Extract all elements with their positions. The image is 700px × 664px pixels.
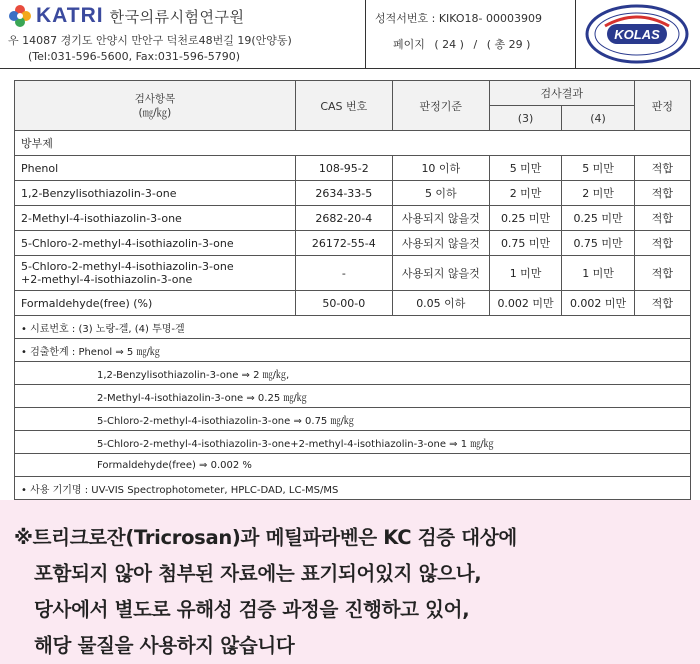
notice-line-2: 포함되지 않아 첨부된 자료에는 표기되어있지 않으나, [34,562,482,585]
cell-item: 5-Chloro-2-methyl-4-isothiazolin-3-one [15,231,296,256]
table-row [15,181,691,206]
cell-cas: 2634-33-5 [295,181,392,206]
cell-result-3: 2 미만 [489,181,562,206]
note-row [15,408,691,431]
note-equipment: • 사용 기기명 : UV-VIS Spectrophotometer, HPLC-DAD, LC-MS/MS [15,477,691,500]
cell-result-3: 5 미만 [489,156,562,181]
cell-criteria: 10 이하 [392,156,489,181]
cell-criteria: 사용되지 않을것 [392,256,489,291]
page-separator: / [473,38,478,51]
notice-line-4: 해당 물질을 사용하지 않습니다 [34,634,295,657]
table-row [15,231,691,256]
cell-result-3: 0.25 미만 [489,206,562,231]
cell-item: Phenol [15,156,296,181]
table-row [15,206,691,231]
note-sample-number: • 시료번호 : (3) 노랑-겔, (4) 투명-겔 [15,316,691,339]
katri-flower-icon [8,4,32,28]
cell-verdict: 적합 [634,231,690,256]
cell-result-3: 0.002 미만 [489,291,562,316]
note-limit: 1,2-Benzylisothiazolin-3-one ⇒ 2 ㎎/㎏, [15,362,691,385]
lab-info [0,0,366,68]
cell-criteria: 0.05 이하 [392,291,489,316]
cell-verdict: 적합 [634,256,690,291]
page-total: ( 총 29 ) [486,38,531,51]
test-results-table [14,80,691,500]
page-current: ( 24 ) [434,38,464,51]
note-row [15,316,691,339]
cell-criteria: 사용되지 않을것 [392,231,489,256]
header-cas: CAS 번호 [295,81,392,131]
org-name: 한국의류시험연구원 [109,7,245,26]
cell-result-4: 0.25 미만 [562,206,635,231]
page-label: 페이지 [393,38,425,51]
cell-result-3: 1 미만 [489,256,562,291]
cell-verdict: 적합 [634,291,690,316]
cell-item: Formaldehyde(free) (%) [15,291,296,316]
accreditation-area [575,0,700,68]
table-header-row [15,81,691,106]
table-row [15,156,691,181]
cell-item: 1,2-Benzylisothiazolin-3-one [15,181,296,206]
cell-cas: - [295,256,392,291]
kolas-seal-icon [585,4,689,64]
cell-verdict: 적합 [634,206,690,231]
cell-item-line-1: 5-Chloro-2-methyl-4-isothiazolin-3-one [21,260,234,273]
cell-result-4: 0.002 미만 [562,291,635,316]
cell-cas: 50-00-0 [295,291,392,316]
cell-verdict: 적합 [634,181,690,206]
certificate-number: 성적서번호 : KIKO18- 00003909 [375,12,543,25]
section-preservative: 방부제 [15,131,691,156]
note-row [15,362,691,385]
note-detection-limit: • 검출한계 : Phenol ⇒ 5 ㎎/㎏ [15,339,691,362]
note-limit: Formaldehyde(free) ⇒ 0.002 % [15,454,691,477]
notice-line-1: ※트리크로잔(Tricrosan)과 메틸파라벤은 KC 검증 대상에 [14,526,517,549]
header-sample-4: (4) [562,106,635,131]
cell-result-4: 5 미만 [562,156,635,181]
report-header [0,0,700,69]
header-verdict: 판정 [634,81,690,131]
header-test-item [15,81,296,131]
cell-result-4: 0.75 미만 [562,231,635,256]
note-row [15,339,691,362]
phone-fax: (Tel:031-596-5600, Fax:031-596-5790) [28,50,241,63]
notice-line-3: 당사에서 별도로 유해성 검증 과정을 진행하고 있어, [34,598,470,621]
note-row [15,454,691,477]
cell-criteria: 사용되지 않을것 [392,206,489,231]
header-test-item-label: 검사항목 [134,92,176,105]
section-row [15,131,691,156]
cell-item [15,256,296,291]
cell-cas: 26172-55-4 [295,231,392,256]
lab-logo [8,4,245,28]
cell-cas: 108-95-2 [295,156,392,181]
cell-criteria: 5 이하 [392,181,489,206]
cell-result-4: 2 미만 [562,181,635,206]
cell-verdict: 적합 [634,156,690,181]
cell-cas: 2682-20-4 [295,206,392,231]
cell-item: 2-Methyl-4-isothiazolin-3-one [15,206,296,231]
note-limit: 5-Chloro-2-methyl-4-isothiazolin-3-one+2-methyl-4-isothiazolin-3-one ⇒ 1 ㎎/㎏ [15,431,691,454]
table-row [15,256,691,291]
note-row [15,385,691,408]
table-row [15,291,691,316]
brand-name: KATRI [36,4,104,27]
note-limit: 5-Chloro-2-methyl-4-isothiazolin-3-one ⇒ 0.75 ㎎/㎏ [15,408,691,431]
header-test-item-unit: (㎎/㎏) [138,106,172,119]
seal-label: KOLAS [614,27,660,42]
page-indicator [393,36,536,52]
cell-result-3: 0.75 미만 [489,231,562,256]
cell-item-line-2: +2-methyl-4-isothiazolin-3-one [21,273,193,286]
cell-result-4: 1 미만 [562,256,635,291]
note-row [15,431,691,454]
report-meta [365,0,576,68]
header-result: 검사결과 [489,81,634,106]
notice-panel [0,500,700,664]
note-limit: 2-Methyl-4-isothiazolin-3-one ⇒ 0.25 ㎎/㎏ [15,385,691,408]
address: 우 14087 경기도 안양시 만안구 덕천로48번길 19(안양동) [8,34,292,47]
header-sample-3: (3) [489,106,562,131]
note-row [15,477,691,500]
header-criteria: 판정기준 [392,81,489,131]
